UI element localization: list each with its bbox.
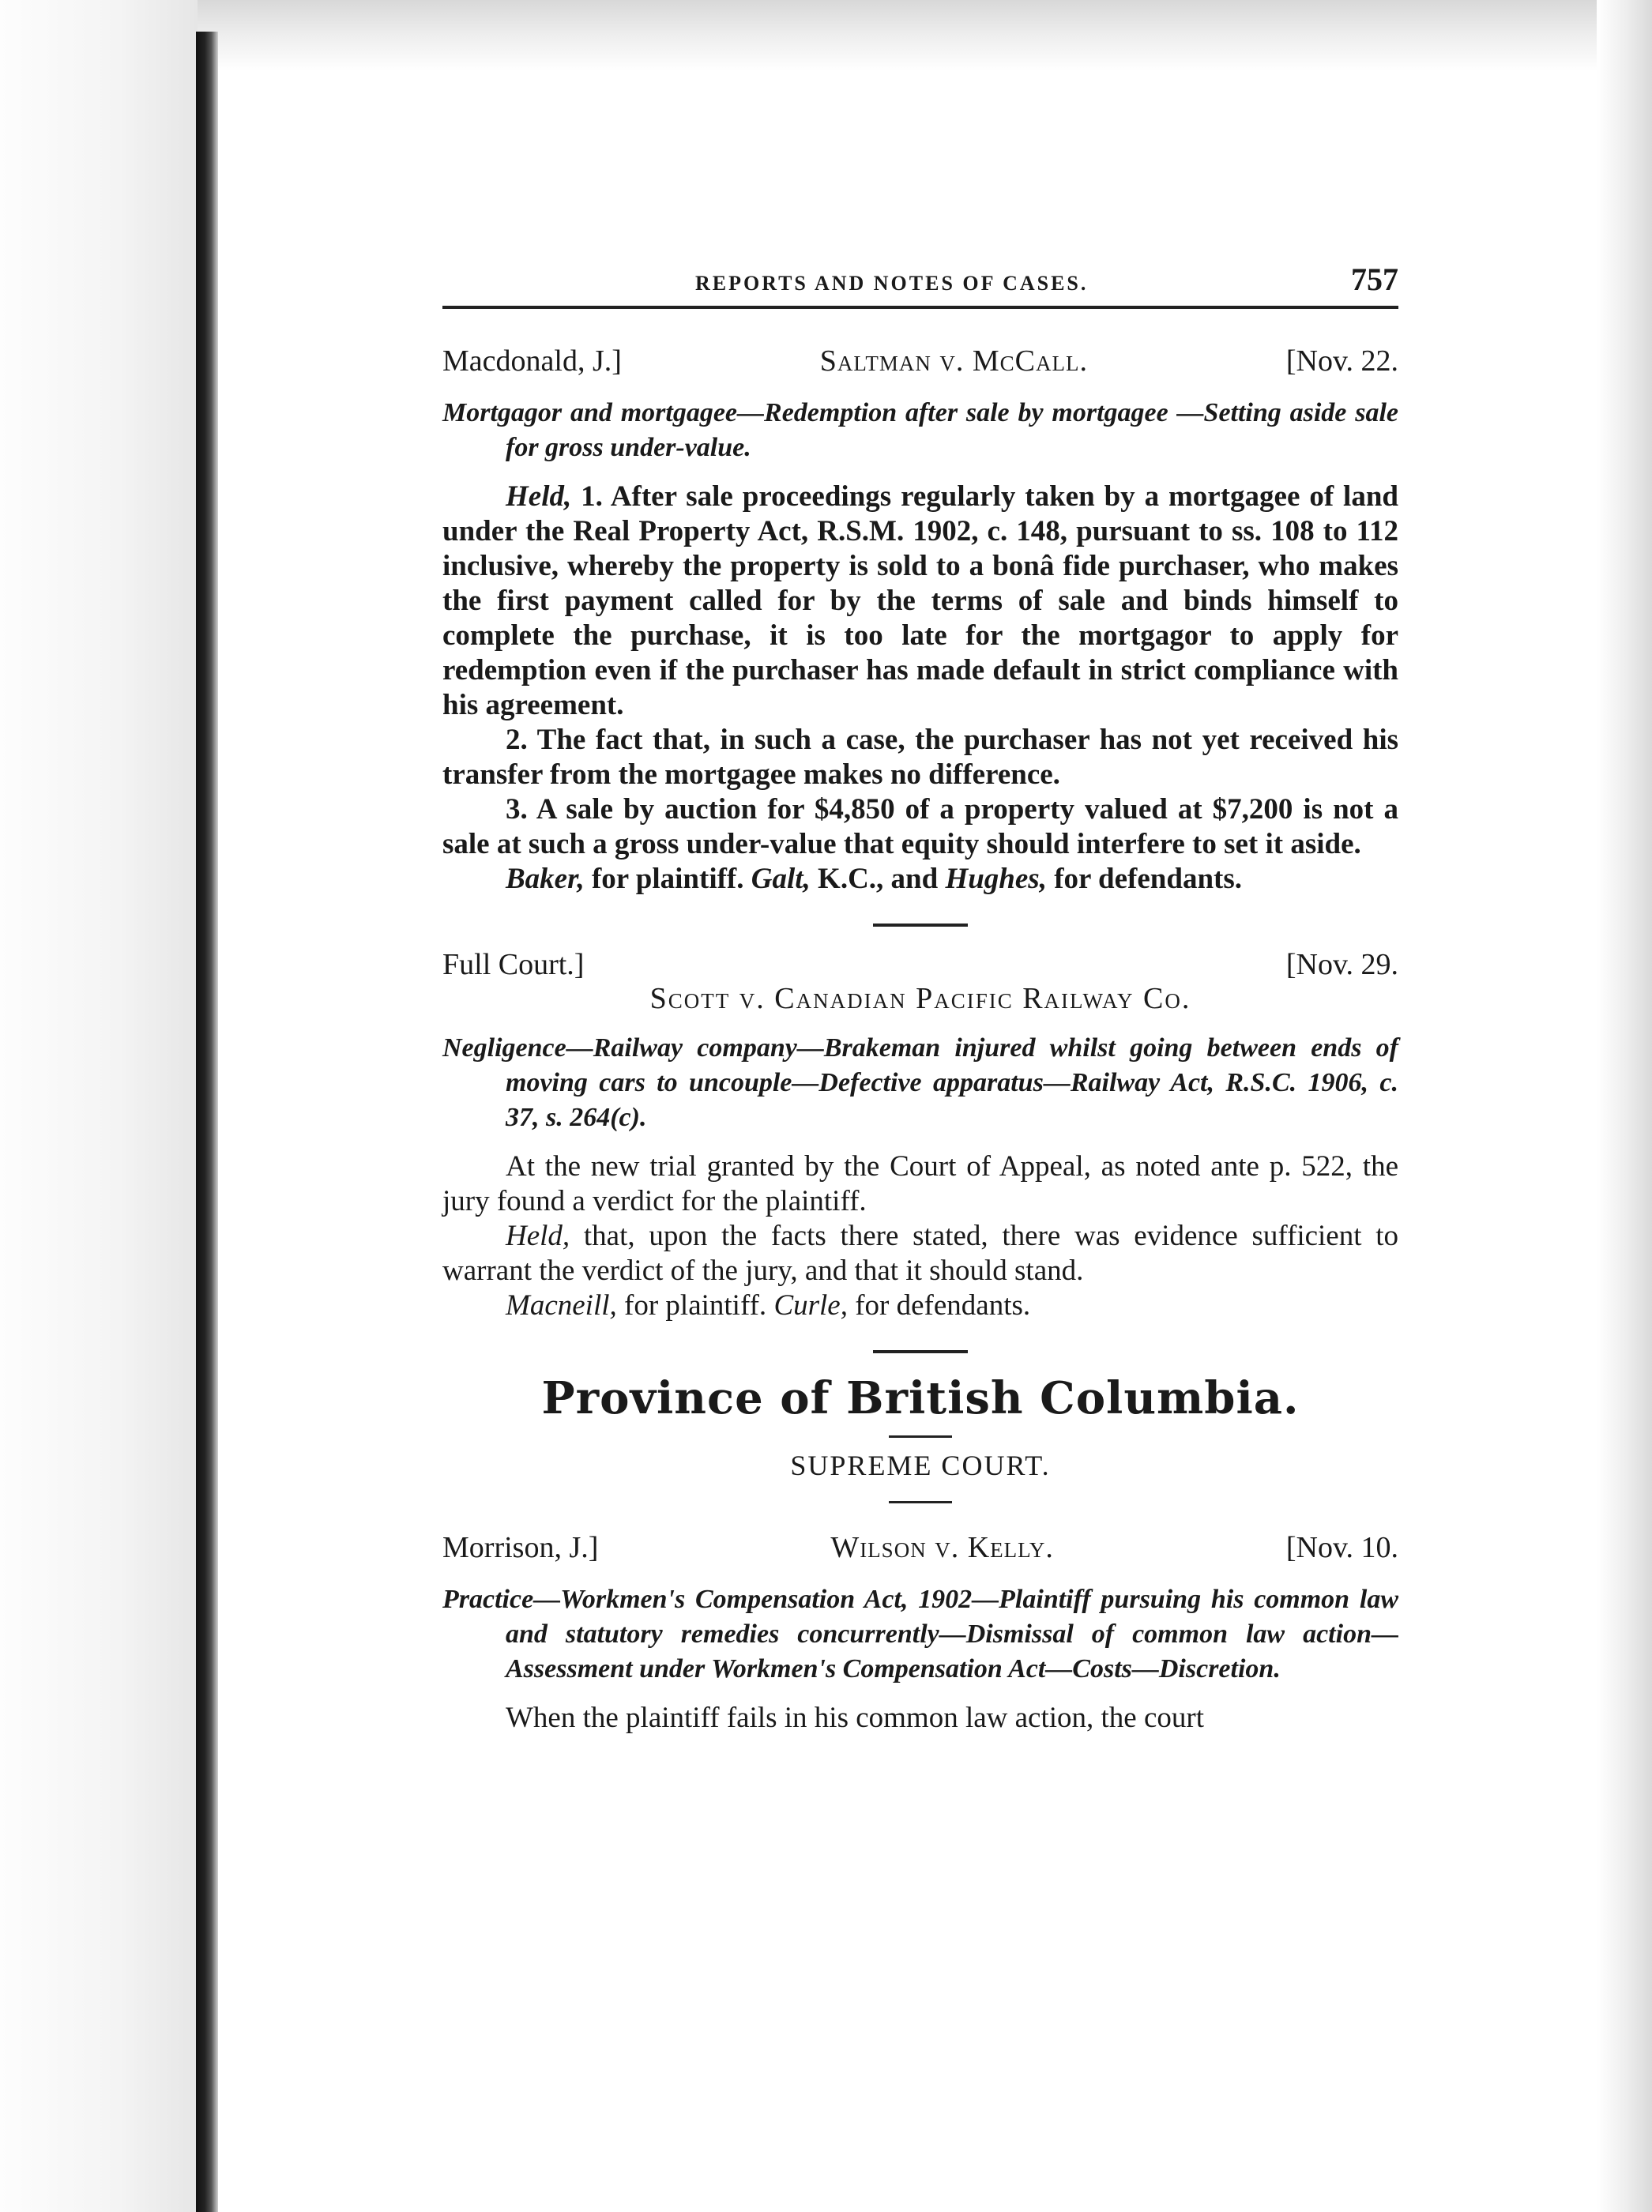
case2-held-para — [442, 1219, 1398, 1288]
case3-date: [Nov. 10. — [1285, 1531, 1398, 1564]
case1-para3: 3. A sale by auction for $4,850 of a property valued at $7,200 is not a sale at such a gross under-value that equity should interfere to set it aside. — [442, 793, 1398, 860]
case1-para2: 2. The fact that, in such a case, the purchaser has not yet received his transfer from the mortgagee makes no difference. — [442, 724, 1398, 791]
case1-date: [Nov. 22. — [1285, 344, 1398, 378]
counsel-text: K.C., and — [810, 863, 946, 895]
counsel-text: for defendants. — [847, 1289, 1031, 1322]
counsel-name: Hughes, — [945, 863, 1047, 895]
counsel-name: Galt, — [751, 863, 811, 895]
page-number: 757 — [1351, 261, 1398, 297]
province-heading: Province of British Columbia. — [541, 1372, 1300, 1424]
case2-caption — [442, 944, 1398, 985]
case2-headnote: Negligence—Railway company—Brakeman injured whilst going between ends of moving cars to uncouple—Defective apparatus—Railway Act, R.S.C. 1906, c. 37, s. 264(c). — [442, 1033, 1398, 1132]
case2-counsel — [442, 1288, 1398, 1323]
case1-held-label: Held, — [506, 480, 572, 513]
case1-judge: Macdonald, J.] — [442, 344, 622, 378]
case2-date: [Nov. 29. — [1285, 948, 1398, 981]
scan-left-margin — [0, 0, 198, 2212]
counsel-name: Macneill, — [506, 1289, 617, 1322]
heading-divider — [889, 1501, 952, 1503]
document-page — [442, 261, 1398, 2172]
section-divider — [873, 1350, 968, 1353]
running-head-title: REPORTS AND NOTES OF CASES. — [695, 272, 1089, 295]
case2-held-label: Held, — [506, 1220, 570, 1252]
counsel-text: for plaintiff. — [616, 1289, 774, 1322]
case1-caption — [442, 340, 1398, 382]
case3-judge: Morrison, J.] — [442, 1531, 599, 1564]
counsel-text: for defendants. — [1046, 863, 1242, 895]
case2-para1: At the new trial granted by the Court of Appeal, as noted ante p. 522, the jury found a verdict for the plaintiff. — [442, 1150, 1398, 1217]
counsel-name: Curle, — [773, 1289, 848, 1322]
scan-binding-edge — [196, 32, 218, 2212]
running-head — [442, 261, 1398, 309]
case3-caption — [442, 1527, 1398, 1568]
case3-para1: When the plaintiff fails in his common law action, the court — [506, 1702, 1205, 1734]
case1-headnote: Mortgagor and mortgagee—Redemption after sale by mortgagee —Setting aside sale for gross under-value. — [442, 398, 1398, 462]
scan-top-margin — [198, 0, 1652, 71]
section-divider — [873, 924, 968, 927]
case1-para1-text: 1. After sale proceedings regularly taken by a mortgagee of land under the Real Property Act, R.S.M. 1902, c. 148, pursuant to ss. 108 to 112 inclusive, whereby the property is sold to a bonâ fide purchaser, who makes the first payment called for by the terms of sale and binds himself to complete the purchase, it is too late for the mortgagor to apply for redemption even if the purchaser has made default in strict compliance with his agreement. — [442, 480, 1398, 721]
heading-divider — [889, 1435, 952, 1438]
counsel-text: for plaintiff. — [584, 863, 751, 895]
case3-headnote: Practice—Workmen's Compensation Act, 1902—Plaintiff pursuing his common law and statutory remedies concurrently—Dismissal of common law action—Assessment under Workmen's Compensation Act—Costs—Discretion. — [442, 1585, 1398, 1683]
case2-court: Full Court.] — [442, 948, 585, 981]
case1-held-para1 — [442, 480, 1398, 723]
case1-counsel — [442, 862, 1398, 897]
case1-parties: Saltman v. McCall. — [819, 344, 1089, 378]
case3-parties: Wilson v. Kelly. — [830, 1531, 1054, 1564]
scan-right-margin — [1597, 0, 1652, 2212]
counsel-name: Baker, — [506, 863, 585, 895]
case2-parties: Scott v. Canadian Pacific Railway Co. — [649, 982, 1191, 1015]
case2-para2-text: that, upon the facts there stated, there was evidence sufficient to warrant the verdict of the jury, and that it should stand. — [442, 1220, 1398, 1287]
court-heading: SUPREME COURT. — [790, 1450, 1051, 1481]
